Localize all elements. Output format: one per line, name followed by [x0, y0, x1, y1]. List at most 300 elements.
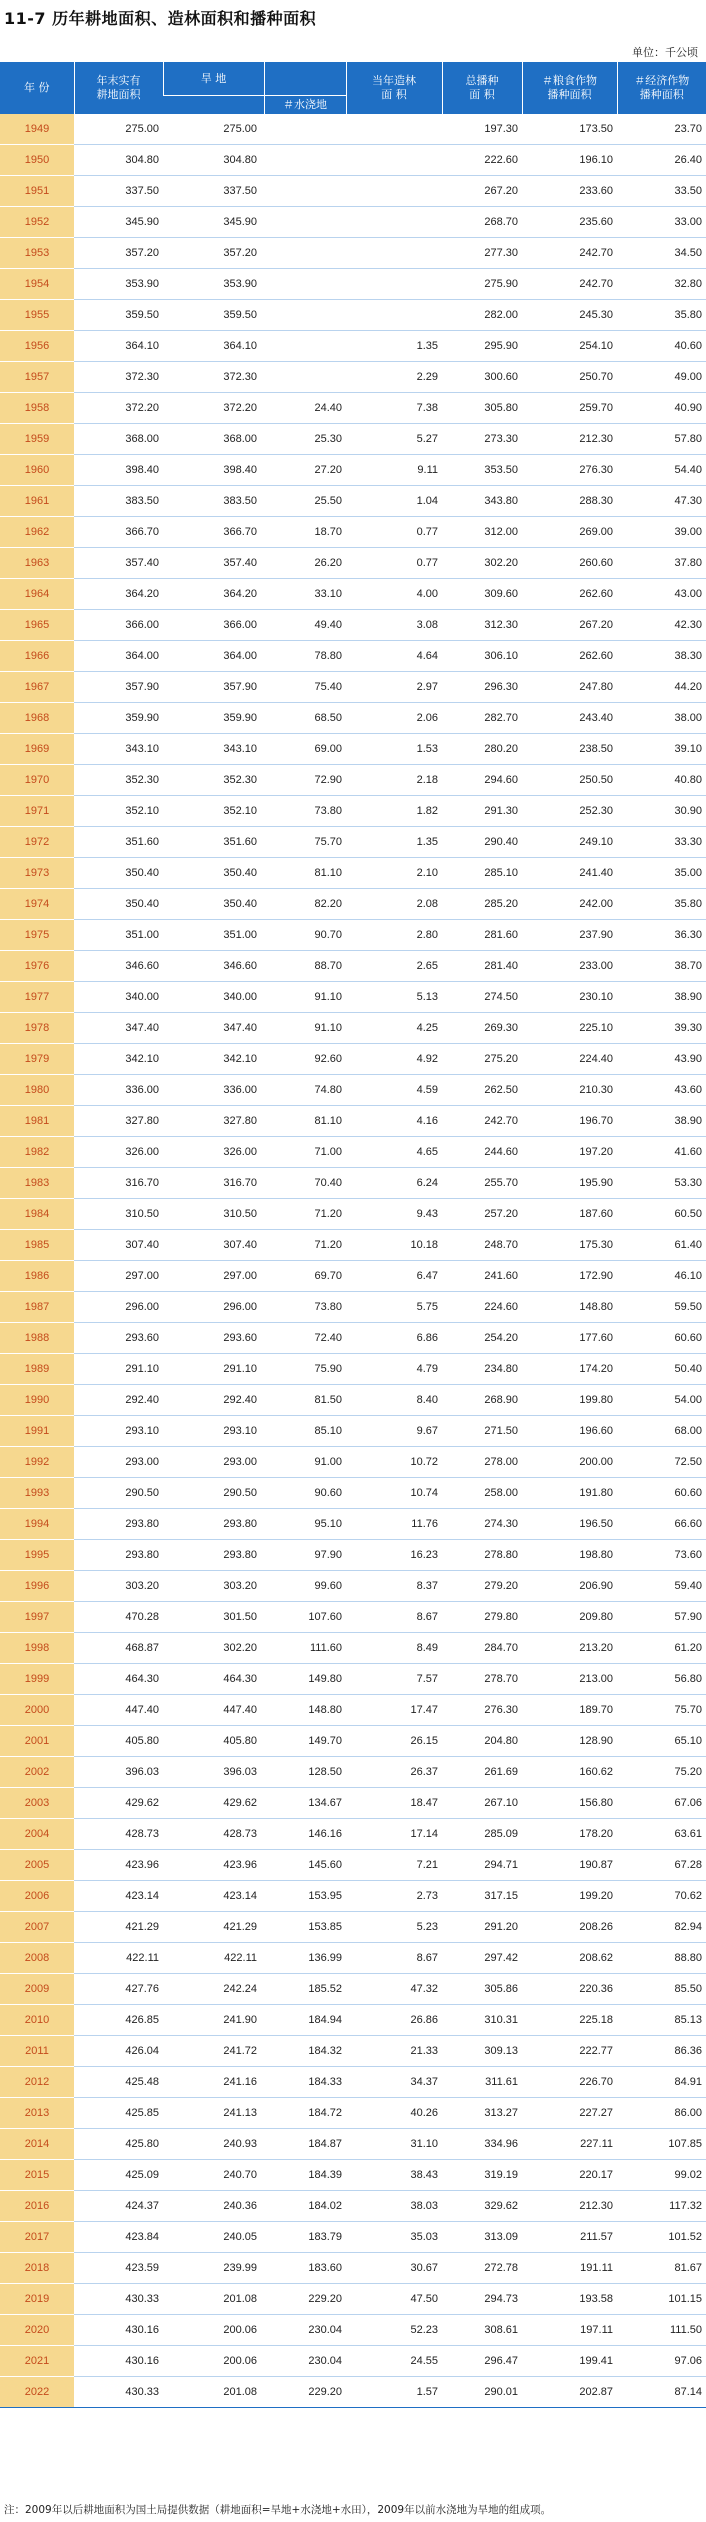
arable-cell: 359.90 — [74, 703, 163, 734]
afforestation-cell: 5.13 — [346, 982, 442, 1013]
table-row — [0, 610, 706, 641]
table-row — [0, 889, 706, 920]
header-cash-crop-area: ＃经济作物 播种面积 — [617, 62, 706, 114]
dry-land-cell: 429.62 — [163, 1788, 264, 1819]
table-row — [0, 1447, 706, 1478]
irrigated-cell — [264, 331, 346, 362]
arable-cell: 290.50 — [74, 1478, 163, 1509]
cash-crop-cell: 60.50 — [617, 1199, 706, 1230]
cash-crop-cell: 38.90 — [617, 1106, 706, 1137]
year-cell: 1984 — [0, 1199, 74, 1230]
arable-cell: 364.10 — [74, 331, 163, 362]
dry-land-cell: 340.00 — [163, 982, 264, 1013]
sown-cell: 282.00 — [442, 300, 522, 331]
grain-cell: 173.50 — [522, 114, 617, 145]
dry-land-cell: 241.16 — [163, 2067, 264, 2098]
table-row — [0, 2129, 706, 2160]
year-cell: 2004 — [0, 1819, 74, 1850]
irrigated-cell — [264, 145, 346, 176]
irrigated-cell — [264, 114, 346, 145]
dry-land-cell: 326.00 — [163, 1137, 264, 1168]
grain-cell: 276.30 — [522, 455, 617, 486]
year-cell: 1983 — [0, 1168, 74, 1199]
year-cell: 1956 — [0, 331, 74, 362]
arable-cell: 307.40 — [74, 1230, 163, 1261]
year-cell: 1958 — [0, 393, 74, 424]
table-row — [0, 1571, 706, 1602]
dry-land-cell: 343.10 — [163, 734, 264, 765]
dry-land-cell: 351.60 — [163, 827, 264, 858]
arable-cell: 350.40 — [74, 889, 163, 920]
afforestation-cell: 35.03 — [346, 2222, 442, 2253]
sown-cell: 297.42 — [442, 1943, 522, 1974]
dry-land-cell: 240.93 — [163, 2129, 264, 2160]
cash-crop-cell: 44.20 — [617, 672, 706, 703]
dry-land-cell: 200.06 — [163, 2346, 264, 2377]
year-cell: 2014 — [0, 2129, 74, 2160]
sown-cell: 241.60 — [442, 1261, 522, 1292]
grain-cell: 198.80 — [522, 1540, 617, 1571]
year-cell: 1982 — [0, 1137, 74, 1168]
grain-cell: 220.36 — [522, 1974, 617, 2005]
arable-cell: 422.11 — [74, 1943, 163, 1974]
table-row — [0, 1013, 706, 1044]
grain-cell: 288.30 — [522, 486, 617, 517]
irrigated-cell: 81.10 — [264, 1106, 346, 1137]
year-cell: 1966 — [0, 641, 74, 672]
afforestation-cell: 10.18 — [346, 1230, 442, 1261]
cash-crop-cell: 75.70 — [617, 1695, 706, 1726]
arable-cell: 337.50 — [74, 176, 163, 207]
table-row — [0, 1416, 706, 1447]
sown-cell: 224.60 — [442, 1292, 522, 1323]
arable-cell: 293.60 — [74, 1323, 163, 1354]
cash-crop-cell: 85.50 — [617, 1974, 706, 2005]
dry-land-cell: 352.10 — [163, 796, 264, 827]
irrigated-cell: 71.00 — [264, 1137, 346, 1168]
grain-cell: 208.26 — [522, 1912, 617, 1943]
grain-cell: 210.30 — [522, 1075, 617, 1106]
table-row — [0, 1106, 706, 1137]
afforestation-cell: 1.04 — [346, 486, 442, 517]
irrigated-cell: 184.94 — [264, 2005, 346, 2036]
year-cell: 1979 — [0, 1044, 74, 1075]
afforestation-cell: 26.86 — [346, 2005, 442, 2036]
grain-cell: 259.70 — [522, 393, 617, 424]
cash-crop-cell: 84.91 — [617, 2067, 706, 2098]
arable-cell: 310.50 — [74, 1199, 163, 1230]
afforestation-cell: 16.23 — [346, 1540, 442, 1571]
arable-cell: 350.40 — [74, 858, 163, 889]
sown-cell: 309.60 — [442, 579, 522, 610]
year-cell: 1996 — [0, 1571, 74, 1602]
sown-cell: 281.60 — [442, 920, 522, 951]
arable-cell: 291.10 — [74, 1354, 163, 1385]
irrigated-cell: 148.80 — [264, 1695, 346, 1726]
arable-cell: 423.96 — [74, 1850, 163, 1881]
arable-cell: 423.14 — [74, 1881, 163, 1912]
year-cell: 1965 — [0, 610, 74, 641]
cash-crop-cell: 32.80 — [617, 269, 706, 300]
dry-land-cell: 241.90 — [163, 2005, 264, 2036]
arable-cell: 293.80 — [74, 1509, 163, 1540]
grain-cell: 220.17 — [522, 2160, 617, 2191]
arable-cell: 343.10 — [74, 734, 163, 765]
grain-cell: 156.80 — [522, 1788, 617, 1819]
irrigated-cell: 72.40 — [264, 1323, 346, 1354]
dry-land-cell: 291.10 — [163, 1354, 264, 1385]
grain-cell: 233.60 — [522, 176, 617, 207]
afforestation-cell: 1.35 — [346, 827, 442, 858]
cash-crop-cell: 66.60 — [617, 1509, 706, 1540]
afforestation-cell: 4.92 — [346, 1044, 442, 1075]
table-row — [0, 1633, 706, 1664]
irrigated-cell: 183.60 — [264, 2253, 346, 2284]
irrigated-cell: 69.00 — [264, 734, 346, 765]
header-arable-area: 年末实有 耕地面积 — [74, 62, 163, 114]
cash-crop-cell: 39.30 — [617, 1013, 706, 1044]
sown-cell: 262.50 — [442, 1075, 522, 1106]
cash-crop-cell: 111.50 — [617, 2315, 706, 2346]
sown-cell: 222.60 — [442, 145, 522, 176]
year-cell: 2022 — [0, 2377, 74, 2408]
afforestation-cell: 11.76 — [346, 1509, 442, 1540]
page-title: 11-7 历年耕地面积、造林面积和播种面积 — [4, 9, 317, 28]
dry-land-cell: 200.06 — [163, 2315, 264, 2346]
irrigated-cell: 71.20 — [264, 1230, 346, 1261]
year-cell: 1981 — [0, 1106, 74, 1137]
arable-cell: 368.00 — [74, 424, 163, 455]
cash-crop-cell: 60.60 — [617, 1323, 706, 1354]
irrigated-cell: 185.52 — [264, 1974, 346, 2005]
irrigated-cell: 73.80 — [264, 1292, 346, 1323]
sown-cell: 311.61 — [442, 2067, 522, 2098]
table-row — [0, 455, 706, 486]
sown-cell: 278.00 — [442, 1447, 522, 1478]
grain-cell: 193.58 — [522, 2284, 617, 2315]
grain-cell: 213.20 — [522, 1633, 617, 1664]
arable-cell: 423.84 — [74, 2222, 163, 2253]
arable-cell: 336.00 — [74, 1075, 163, 1106]
dry-land-cell: 372.30 — [163, 362, 264, 393]
afforestation-cell: 4.59 — [346, 1075, 442, 1106]
year-cell: 1970 — [0, 765, 74, 796]
dry-land-cell: 275.00 — [163, 114, 264, 145]
arable-cell: 398.40 — [74, 455, 163, 486]
afforestation-cell: 47.32 — [346, 1974, 442, 2005]
sown-cell: 255.70 — [442, 1168, 522, 1199]
arable-cell: 351.00 — [74, 920, 163, 951]
afforestation-cell: 30.67 — [346, 2253, 442, 2284]
grain-cell: 148.80 — [522, 1292, 617, 1323]
grain-cell: 237.90 — [522, 920, 617, 951]
year-cell: 1992 — [0, 1447, 74, 1478]
table-row — [0, 579, 706, 610]
sown-cell: 296.30 — [442, 672, 522, 703]
afforestation-cell: 5.75 — [346, 1292, 442, 1323]
grain-cell: 252.30 — [522, 796, 617, 827]
grain-cell: 242.00 — [522, 889, 617, 920]
table-row — [0, 1199, 706, 1230]
grain-cell: 213.00 — [522, 1664, 617, 1695]
table-row — [0, 1726, 706, 1757]
table-row — [0, 548, 706, 579]
sown-cell: 278.80 — [442, 1540, 522, 1571]
dry-land-cell: 337.50 — [163, 176, 264, 207]
header-afforestation: 当年造林 面 积 — [346, 62, 442, 114]
arable-cell: 275.00 — [74, 114, 163, 145]
arable-cell: 430.33 — [74, 2284, 163, 2315]
year-cell: 1959 — [0, 424, 74, 455]
dry-land-cell: 396.03 — [163, 1757, 264, 1788]
irrigated-cell: 90.60 — [264, 1478, 346, 1509]
year-cell: 2003 — [0, 1788, 74, 1819]
grain-cell: 160.62 — [522, 1757, 617, 1788]
cash-crop-cell: 67.28 — [617, 1850, 706, 1881]
year-cell: 2019 — [0, 2284, 74, 2315]
grain-cell: 226.70 — [522, 2067, 617, 2098]
afforestation-cell: 21.33 — [346, 2036, 442, 2067]
dry-land-cell: 359.50 — [163, 300, 264, 331]
grain-cell: 199.20 — [522, 1881, 617, 1912]
footnote: 注：2009年以后耕地面积为国土局提供数据（耕地面积=旱地+水浇地+水田），2009年以前水浇地为旱地的组成项。 — [4, 2504, 552, 2516]
table-row — [0, 920, 706, 951]
table-row — [0, 145, 706, 176]
cash-crop-cell: 47.30 — [617, 486, 706, 517]
dry-land-cell: 307.40 — [163, 1230, 264, 1261]
arable-cell: 357.90 — [74, 672, 163, 703]
grain-cell: 247.80 — [522, 672, 617, 703]
sown-cell: 276.30 — [442, 1695, 522, 1726]
irrigated-cell: 90.70 — [264, 920, 346, 951]
table-row — [0, 641, 706, 672]
irrigated-cell: 75.70 — [264, 827, 346, 858]
irrigated-cell: 149.70 — [264, 1726, 346, 1757]
cash-crop-cell: 117.32 — [617, 2191, 706, 2222]
dry-land-cell: 293.10 — [163, 1416, 264, 1447]
arable-cell: 430.16 — [74, 2315, 163, 2346]
arable-cell: 304.80 — [74, 145, 163, 176]
cash-crop-cell: 87.14 — [617, 2377, 706, 2408]
dry-land-cell: 366.00 — [163, 610, 264, 641]
irrigated-cell: 68.50 — [264, 703, 346, 734]
year-cell: 1972 — [0, 827, 74, 858]
table-row — [0, 2253, 706, 2284]
table-row — [0, 1385, 706, 1416]
year-cell: 1968 — [0, 703, 74, 734]
irrigated-cell: 184.32 — [264, 2036, 346, 2067]
cash-crop-cell: 40.60 — [617, 331, 706, 362]
irrigated-cell: 111.60 — [264, 1633, 346, 1664]
year-cell: 2011 — [0, 2036, 74, 2067]
arable-cell: 427.76 — [74, 1974, 163, 2005]
grain-cell: 269.00 — [522, 517, 617, 548]
table-row — [0, 238, 706, 269]
grain-cell: 267.20 — [522, 610, 617, 641]
cash-crop-cell: 43.90 — [617, 1044, 706, 1075]
year-cell: 1987 — [0, 1292, 74, 1323]
afforestation-cell: 7.38 — [346, 393, 442, 424]
afforestation-cell: 8.37 — [346, 1571, 442, 1602]
afforestation-cell: 7.57 — [346, 1664, 442, 1695]
dry-land-cell: 302.20 — [163, 1633, 264, 1664]
irrigated-cell: 92.60 — [264, 1044, 346, 1075]
table-row — [0, 1168, 706, 1199]
afforestation-cell — [346, 114, 442, 145]
afforestation-cell: 38.03 — [346, 2191, 442, 2222]
afforestation-cell: 52.23 — [346, 2315, 442, 2346]
dry-land-cell: 327.80 — [163, 1106, 264, 1137]
sown-cell: 272.78 — [442, 2253, 522, 2284]
year-cell: 2006 — [0, 1881, 74, 1912]
sown-cell: 294.71 — [442, 1850, 522, 1881]
year-cell: 1975 — [0, 920, 74, 951]
irrigated-cell: 71.20 — [264, 1199, 346, 1230]
cash-crop-cell: 88.80 — [617, 1943, 706, 1974]
sown-cell: 313.27 — [442, 2098, 522, 2129]
year-cell: 1985 — [0, 1230, 74, 1261]
dry-land-cell: 464.30 — [163, 1664, 264, 1695]
afforestation-cell: 17.47 — [346, 1695, 442, 1726]
arable-cell: 430.16 — [74, 2346, 163, 2377]
afforestation-cell: 0.77 — [346, 548, 442, 579]
year-cell: 1949 — [0, 114, 74, 145]
arable-cell: 340.00 — [74, 982, 163, 1013]
year-cell: 2013 — [0, 2098, 74, 2129]
arable-cell: 426.04 — [74, 2036, 163, 2067]
table-row — [0, 1044, 706, 1075]
afforestation-cell: 24.55 — [346, 2346, 442, 2377]
table-row — [0, 1912, 706, 1943]
arable-cell: 326.00 — [74, 1137, 163, 1168]
year-cell: 1955 — [0, 300, 74, 331]
dry-land-cell: 347.40 — [163, 1013, 264, 1044]
grain-cell: 230.10 — [522, 982, 617, 1013]
sown-cell: 305.80 — [442, 393, 522, 424]
afforestation-cell: 10.74 — [346, 1478, 442, 1509]
grain-cell: 196.10 — [522, 145, 617, 176]
grain-cell: 206.90 — [522, 1571, 617, 1602]
cash-crop-cell: 57.80 — [617, 424, 706, 455]
afforestation-cell: 4.65 — [346, 1137, 442, 1168]
afforestation-cell: 9.43 — [346, 1199, 442, 1230]
dry-land-cell: 398.40 — [163, 455, 264, 486]
dry-land-cell: 345.90 — [163, 207, 264, 238]
arable-cell: 352.10 — [74, 796, 163, 827]
header-grain-area: ＃粮食作物 播种面积 — [522, 62, 617, 114]
afforestation-cell: 4.00 — [346, 579, 442, 610]
arable-cell: 425.80 — [74, 2129, 163, 2160]
table-row — [0, 2284, 706, 2315]
dry-land-cell: 423.14 — [163, 1881, 264, 1912]
year-cell: 2007 — [0, 1912, 74, 1943]
dry-land-cell: 293.80 — [163, 1540, 264, 1571]
dry-land-cell: 241.72 — [163, 2036, 264, 2067]
table-row — [0, 1540, 706, 1571]
table-row — [0, 2098, 706, 2129]
irrigated-cell — [264, 362, 346, 393]
sown-cell: 309.13 — [442, 2036, 522, 2067]
grain-cell: 250.50 — [522, 765, 617, 796]
dry-land-cell: 241.13 — [163, 2098, 264, 2129]
afforestation-cell: 1.57 — [346, 2377, 442, 2408]
sown-cell: 275.20 — [442, 1044, 522, 1075]
dry-land-cell: 405.80 — [163, 1726, 264, 1757]
arable-cell: 366.70 — [74, 517, 163, 548]
sown-cell: 248.70 — [442, 1230, 522, 1261]
cash-crop-cell: 35.00 — [617, 858, 706, 889]
grain-cell: 199.80 — [522, 1385, 617, 1416]
year-cell: 1980 — [0, 1075, 74, 1106]
sown-cell: 269.30 — [442, 1013, 522, 1044]
sown-cell: 268.90 — [442, 1385, 522, 1416]
irrigated-cell: 24.40 — [264, 393, 346, 424]
irrigated-cell: 184.72 — [264, 2098, 346, 2129]
table-row — [0, 2346, 706, 2377]
irrigated-cell — [264, 238, 346, 269]
year-cell: 2009 — [0, 1974, 74, 2005]
afforestation-cell: 2.18 — [346, 765, 442, 796]
table-row — [0, 362, 706, 393]
sown-cell: 295.90 — [442, 331, 522, 362]
grain-cell: 196.50 — [522, 1509, 617, 1540]
irrigated-cell: 18.70 — [264, 517, 346, 548]
grain-cell: 196.70 — [522, 1106, 617, 1137]
cash-crop-cell: 49.00 — [617, 362, 706, 393]
year-cell: 1998 — [0, 1633, 74, 1664]
grain-cell: 175.30 — [522, 1230, 617, 1261]
cash-crop-cell: 33.50 — [617, 176, 706, 207]
arable-cell: 364.00 — [74, 641, 163, 672]
arable-cell: 425.48 — [74, 2067, 163, 2098]
year-cell: 2008 — [0, 1943, 74, 1974]
grain-cell: 254.10 — [522, 331, 617, 362]
arable-cell: 293.00 — [74, 1447, 163, 1478]
table-row — [0, 703, 706, 734]
table-row — [0, 734, 706, 765]
dry-land-cell: 353.90 — [163, 269, 264, 300]
year-cell: 1990 — [0, 1385, 74, 1416]
table-row — [0, 1850, 706, 1881]
irrigated-cell: 95.10 — [264, 1509, 346, 1540]
cash-crop-cell: 35.80 — [617, 889, 706, 920]
sown-cell: 275.90 — [442, 269, 522, 300]
afforestation-cell: 9.11 — [346, 455, 442, 486]
year-cell: 1986 — [0, 1261, 74, 1292]
grain-cell: 208.62 — [522, 1943, 617, 1974]
grain-cell: 191.11 — [522, 2253, 617, 2284]
cash-crop-cell: 38.00 — [617, 703, 706, 734]
unit-label: 单位：千公顷 — [632, 46, 698, 59]
afforestation-cell: 9.67 — [346, 1416, 442, 1447]
afforestation-cell: 31.10 — [346, 2129, 442, 2160]
table-row — [0, 424, 706, 455]
sown-cell: 290.01 — [442, 2377, 522, 2408]
table-row — [0, 2377, 706, 2408]
sown-cell: 267.10 — [442, 1788, 522, 1819]
irrigated-cell: 229.20 — [264, 2377, 346, 2408]
table-row — [0, 269, 706, 300]
sown-cell: 334.96 — [442, 2129, 522, 2160]
table-row — [0, 982, 706, 1013]
sown-cell: 279.20 — [442, 1571, 522, 1602]
sown-cell: 305.86 — [442, 1974, 522, 2005]
irrigated-cell: 75.90 — [264, 1354, 346, 1385]
year-cell: 2000 — [0, 1695, 74, 1726]
grain-cell: 195.90 — [522, 1168, 617, 1199]
grain-cell: 225.10 — [522, 1013, 617, 1044]
year-cell: 1971 — [0, 796, 74, 827]
